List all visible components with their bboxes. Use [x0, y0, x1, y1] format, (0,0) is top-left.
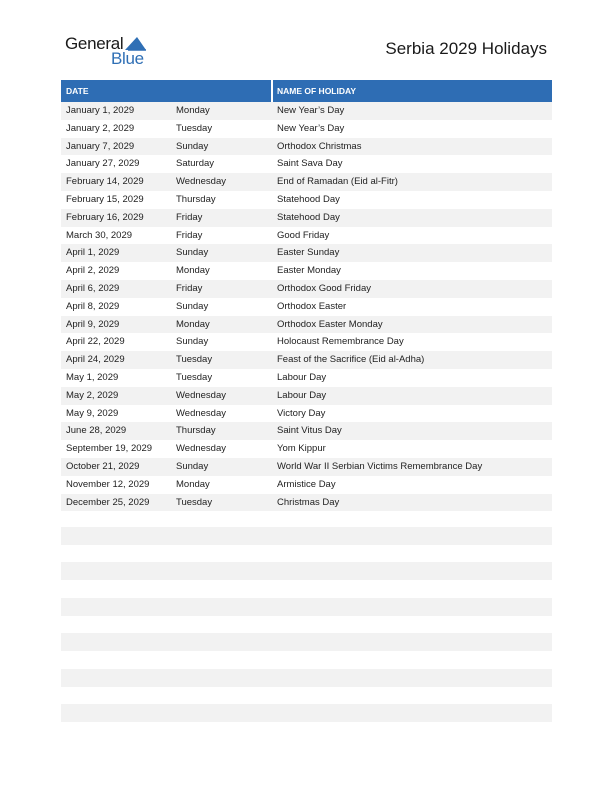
- table-header: [61, 80, 552, 102]
- holiday-date: October 21, 2029: [66, 460, 140, 472]
- table-row: [61, 102, 552, 120]
- holiday-date: December 25, 2029: [66, 496, 150, 508]
- page-title: Serbia 2029 Holidays: [385, 39, 547, 58]
- holiday-date: June 28, 2029: [66, 425, 127, 437]
- holiday-name: Orthodox Christmas: [277, 140, 362, 152]
- holiday-name: Saint Sava Day: [277, 158, 343, 170]
- header-divider: [271, 80, 273, 102]
- holiday-name: Easter Sunday: [277, 247, 340, 259]
- holiday-name: New Year’s Day: [277, 105, 345, 116]
- table-row: [61, 494, 552, 512]
- table-row: [61, 209, 552, 227]
- holiday-weekday: Tuesday: [176, 122, 213, 134]
- empty-row: [61, 598, 552, 616]
- holiday-name: Statehood Day: [277, 193, 340, 205]
- holiday-weekday: Monday: [176, 478, 210, 490]
- holiday-weekday: Monday: [176, 318, 210, 330]
- holiday-date: January 27, 2029: [66, 158, 140, 170]
- holiday-name: Victory Day: [277, 407, 326, 419]
- table-row: [61, 333, 552, 351]
- holiday-name: Orthodox Easter Monday: [277, 318, 383, 330]
- table-row: [61, 476, 552, 494]
- holiday-weekday: Friday: [176, 229, 203, 241]
- table-row: [61, 173, 552, 191]
- holiday-name: Easter Monday: [277, 265, 341, 277]
- holiday-name: Statehood Day: [277, 211, 340, 223]
- holidays-table: [61, 80, 552, 511]
- holiday-name: Labour Day: [277, 371, 327, 383]
- holiday-weekday: Sunday: [176, 247, 209, 259]
- holiday-name: Christmas Day: [277, 496, 340, 508]
- table-row: [61, 458, 552, 476]
- holiday-name: End of Ramadan (Eid al-Fitr): [277, 176, 398, 188]
- holiday-date: May 1, 2029: [66, 371, 119, 383]
- table-row: [61, 155, 552, 173]
- holiday-weekday: Wednesday: [176, 407, 226, 419]
- holiday-weekday: Tuesday: [176, 354, 213, 366]
- holiday-weekday: Friday: [176, 211, 203, 223]
- holiday-name: Labour Day: [277, 389, 327, 401]
- holiday-name: World War II Serbian Victims Remembrance Day: [277, 460, 483, 472]
- table-row: [61, 387, 552, 405]
- holiday-weekday: Sunday: [176, 336, 209, 348]
- holiday-date: April 22, 2029: [66, 336, 125, 348]
- holiday-date: April 6, 2029: [66, 282, 120, 294]
- holiday-name: Orthodox Good Friday: [277, 282, 371, 294]
- holiday-date: April 2, 2029: [66, 265, 120, 277]
- column-header-date: DATE: [66, 86, 89, 96]
- holiday-name: Yom Kippur: [277, 443, 326, 455]
- column-header-name: NAME OF HOLIDAY: [277, 86, 357, 96]
- holiday-name: Good Friday: [277, 229, 330, 241]
- holiday-date: March 30, 2029: [66, 229, 133, 241]
- empty-row: [61, 704, 552, 722]
- table-row: [61, 298, 552, 316]
- table-row: [61, 369, 552, 387]
- holiday-name: Feast of the Sacrifice (Eid al-Adha): [277, 354, 425, 366]
- holiday-weekday: Tuesday: [176, 496, 213, 508]
- holiday-weekday: Monday: [176, 105, 210, 116]
- empty-row: [61, 633, 552, 651]
- holiday-name: Saint Vitus Day: [277, 425, 342, 437]
- logo-text-general: General: [65, 34, 124, 53]
- holiday-name: Orthodox Easter: [277, 300, 347, 312]
- holiday-weekday: Monday: [176, 265, 210, 277]
- empty-row: [61, 562, 552, 580]
- holiday-date: November 12, 2029: [66, 478, 150, 490]
- table-body: [61, 102, 552, 511]
- holiday-date: April 24, 2029: [66, 354, 125, 366]
- generalblue-logo: [65, 34, 155, 68]
- holiday-date: May 9, 2029: [66, 407, 119, 419]
- holiday-date: January 7, 2029: [66, 140, 135, 152]
- holiday-name: Holocaust Remembrance Day: [277, 336, 404, 348]
- table-row: [61, 262, 552, 280]
- holiday-date: February 16, 2029: [66, 211, 144, 223]
- table-row: [61, 405, 552, 423]
- table-row: [61, 227, 552, 245]
- holiday-weekday: Wednesday: [176, 443, 226, 455]
- table-row: [61, 120, 552, 138]
- table-row: [61, 440, 552, 458]
- table-row: [61, 138, 552, 156]
- holiday-date: May 2, 2029: [66, 389, 119, 401]
- holiday-date: April 1, 2029: [66, 247, 120, 259]
- holiday-weekday: Thursday: [176, 425, 216, 437]
- holiday-weekday: Thursday: [176, 193, 216, 205]
- holiday-date: April 9, 2029: [66, 318, 120, 330]
- holiday-weekday: Sunday: [176, 300, 209, 312]
- holiday-weekday: Sunday: [176, 140, 209, 152]
- holiday-date: February 15, 2029: [66, 193, 144, 205]
- table-row: [61, 351, 552, 369]
- holiday-date: September 19, 2029: [66, 443, 153, 455]
- empty-row: [61, 527, 552, 545]
- table-row: [61, 244, 552, 262]
- holiday-date: January 2, 2029: [66, 122, 135, 134]
- holiday-weekday: Wednesday: [176, 389, 226, 401]
- holiday-name: New Year’s Day: [277, 122, 345, 134]
- holiday-date: February 14, 2029: [66, 176, 144, 188]
- holiday-weekday: Sunday: [176, 460, 209, 472]
- holiday-date: April 8, 2029: [66, 300, 120, 312]
- holiday-name: Armistice Day: [277, 478, 336, 490]
- table-row: [61, 316, 552, 334]
- logo-text-blue: Blue: [111, 49, 144, 68]
- holiday-weekday: Tuesday: [176, 371, 213, 383]
- table-row: [61, 422, 552, 440]
- holiday-date: January 1, 2029: [66, 105, 135, 116]
- table-row: [61, 280, 552, 298]
- holiday-weekday: Wednesday: [176, 176, 226, 188]
- holiday-weekday: Friday: [176, 282, 203, 294]
- empty-row: [61, 669, 552, 687]
- table-row: [61, 191, 552, 209]
- holiday-weekday: Saturday: [176, 158, 215, 170]
